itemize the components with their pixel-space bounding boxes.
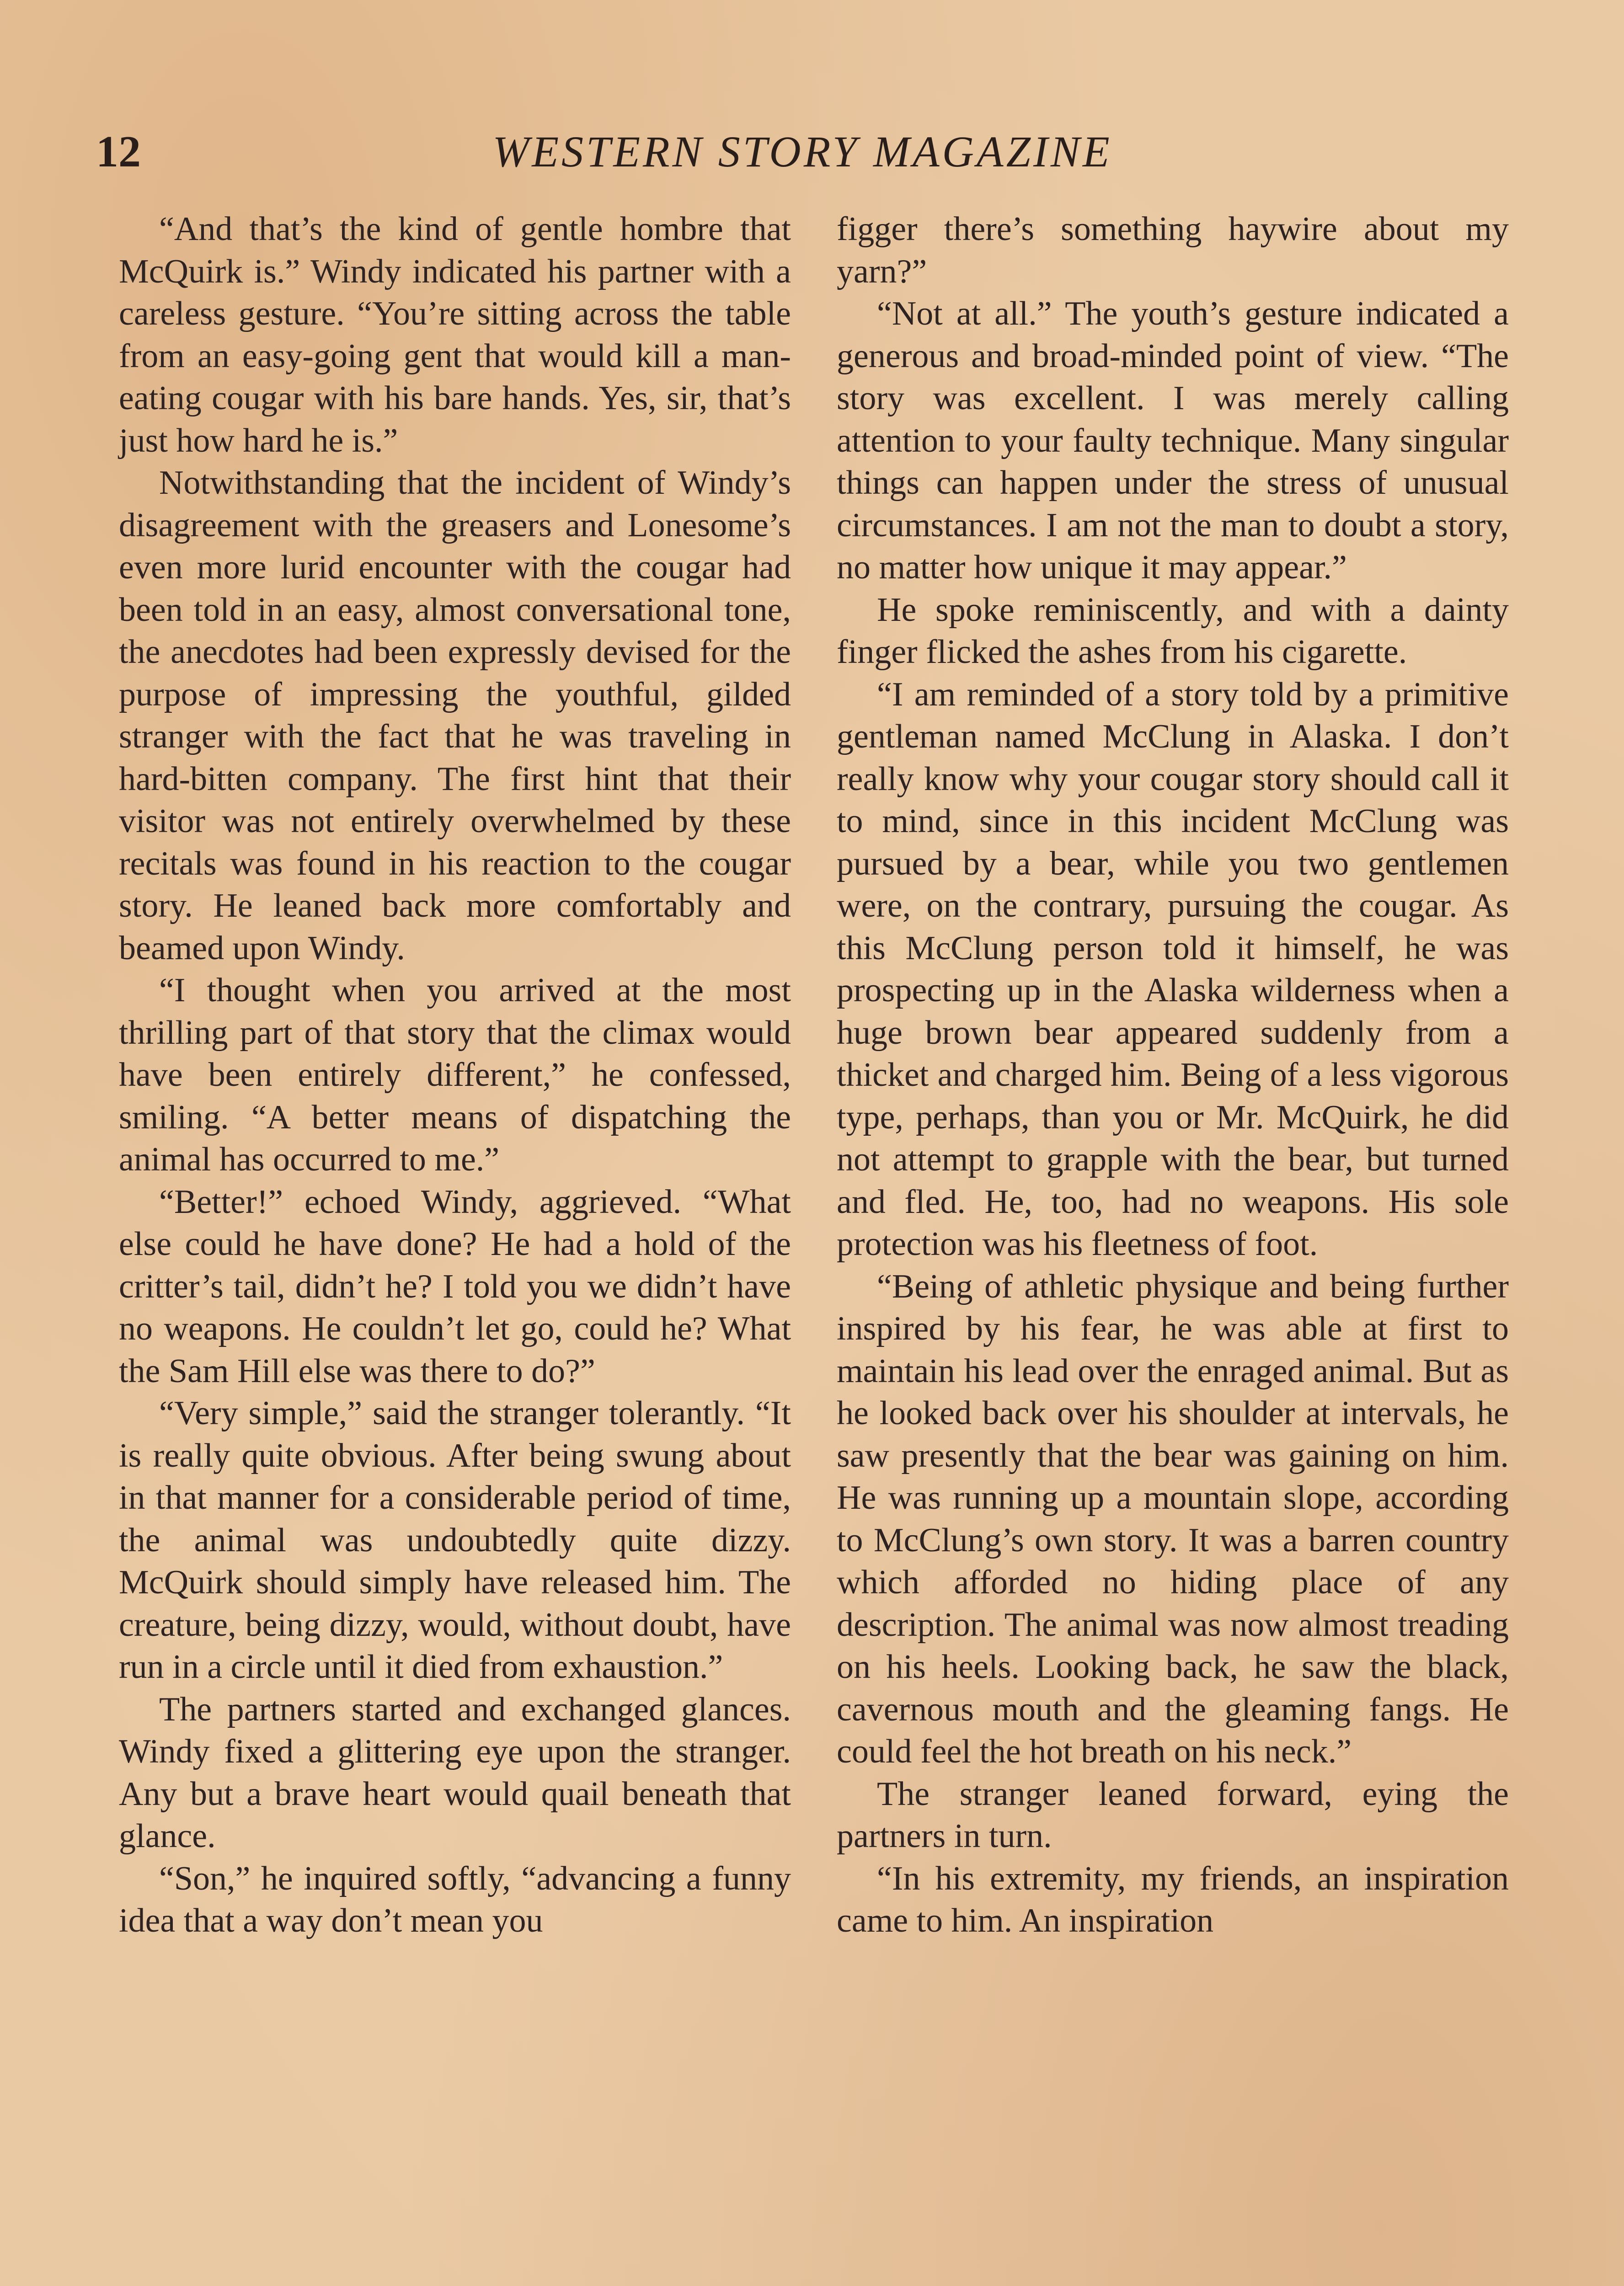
paragraph: “Very simple,” said the stranger tolerantly. “It is really quite obvious. After being swung about in that manner for a considerable period of time, the animal was undoubtedly quite dizzy. McQuirk should simply have released him. The creature, being dizzy, would, without doubt, have run in a circle until it died from exhaustion.” <box>119 1394 791 1686</box>
paragraph: The stranger leaned forward, eying the partners in turn. <box>837 1775 1509 1855</box>
paragraph: “Not at all.” The youth’s gesture indicated a generous and broad-minded point of view. “The story was excellent. I was merely calling attention to your faulty technique. Many singular things can happen under the stress of unusual circumstances. I am not the man to doubt a story, no matter how unique it may appear.” <box>837 295 1509 586</box>
paragraph: “I thought when you arrived at the most thrilling part of that story that the climax would have been entirely different,” he confessed, smiling. “A better means of dispatching the animal has occurred to me.” <box>119 972 791 1178</box>
paragraph: “I am reminded of a story told by a primitive gentleman named McClung in Alaska. I don’t really know why your cougar story should call it to mind, since in this incident McClung was pursued by a bear, while you two gentlemen were, on the contrary, pursuing the cougar. As this McClung person told it himself, he was prospecting up in the Alaska wilderness when a huge brown bear appeared suddenly from a thicket and charged him. Being of a less vigorous type, perhaps, than you or Mr. McQuirk, he did not attempt to grapple with the bear, but turned and fled. He, too, had no weapons. His sole protection was his fleetness of foot. <box>837 675 1509 1263</box>
paragraph: He spoke reminiscently, and with a dainty finger flicked the ashes from his cigarette. <box>837 591 1509 671</box>
paragraph: “Son,” he inquired softly, “advancing a funny idea that a way don’t mean you <box>119 1859 791 1939</box>
paragraph-continuation: figger there’s something haywire about my yarn?” <box>837 210 1509 290</box>
paragraph: “In his extremity, my friends, an inspiration came to him. An inspiration <box>837 1859 1509 1939</box>
paragraph: “Better!” echoed Windy, aggrieved. “What else could he have done? He had a hold of the critter’s tail, didn’t he? I told you we didn’t have no weapons. He couldn’t let go, could he? What the Sam Hill else was there to do?” <box>119 1183 791 1390</box>
right-column <box>837 208 1509 1942</box>
page-header <box>96 120 1509 184</box>
paragraph: “And that’s the kind of gentle hombre that McQuirk is.” Windy indicated his partner with a careless gesture. “You’re sitting across the table from an easy-going gent that would kill a man-eating cougar with his bare hands. Yes, sir, that’s just how hard he is.” <box>119 210 791 459</box>
magazine-title: WESTERN STORY MAGAZINE <box>492 127 1112 176</box>
paragraph: Notwithstanding that the incident of Windy’s disagreement with the greasers and Lonesome’s even more lurid encounter with the cougar had been told in an easy, almost conversational tone, the anecdotes had been expressly devised for the purpose of impressing the youthful, gilded stranger with the fact that he was traveling in hard-bitten company. The first hint that their visitor was not entirely overwhelmed by these recitals was found in his reaction to the cougar story. He leaned back more comfortably and beamed upon Windy. <box>119 464 791 967</box>
left-column <box>119 208 791 1942</box>
page-number: 12 <box>96 127 141 176</box>
paragraph: “Being of athletic physique and being further inspired by his fear, he was able at first to maintain his lead over the enraged animal. But as he looked back over his shoulder at intervals, he saw presently that the bear was gaining on him. He was running up a mountain slope, according to McClung’s own story. It was a barren country which afforded no hiding place of any description. The animal was now almost treading on his heels. Looking back, he saw the black, cavernous mouth and the gleaming fangs. He could feel the hot breath on his neck.” <box>837 1267 1509 1770</box>
paragraph: The partners started and exchanged glances. Windy fixed a glittering eye upon the stranger. Any but a brave heart would quail beneath that glance. <box>119 1690 791 1855</box>
